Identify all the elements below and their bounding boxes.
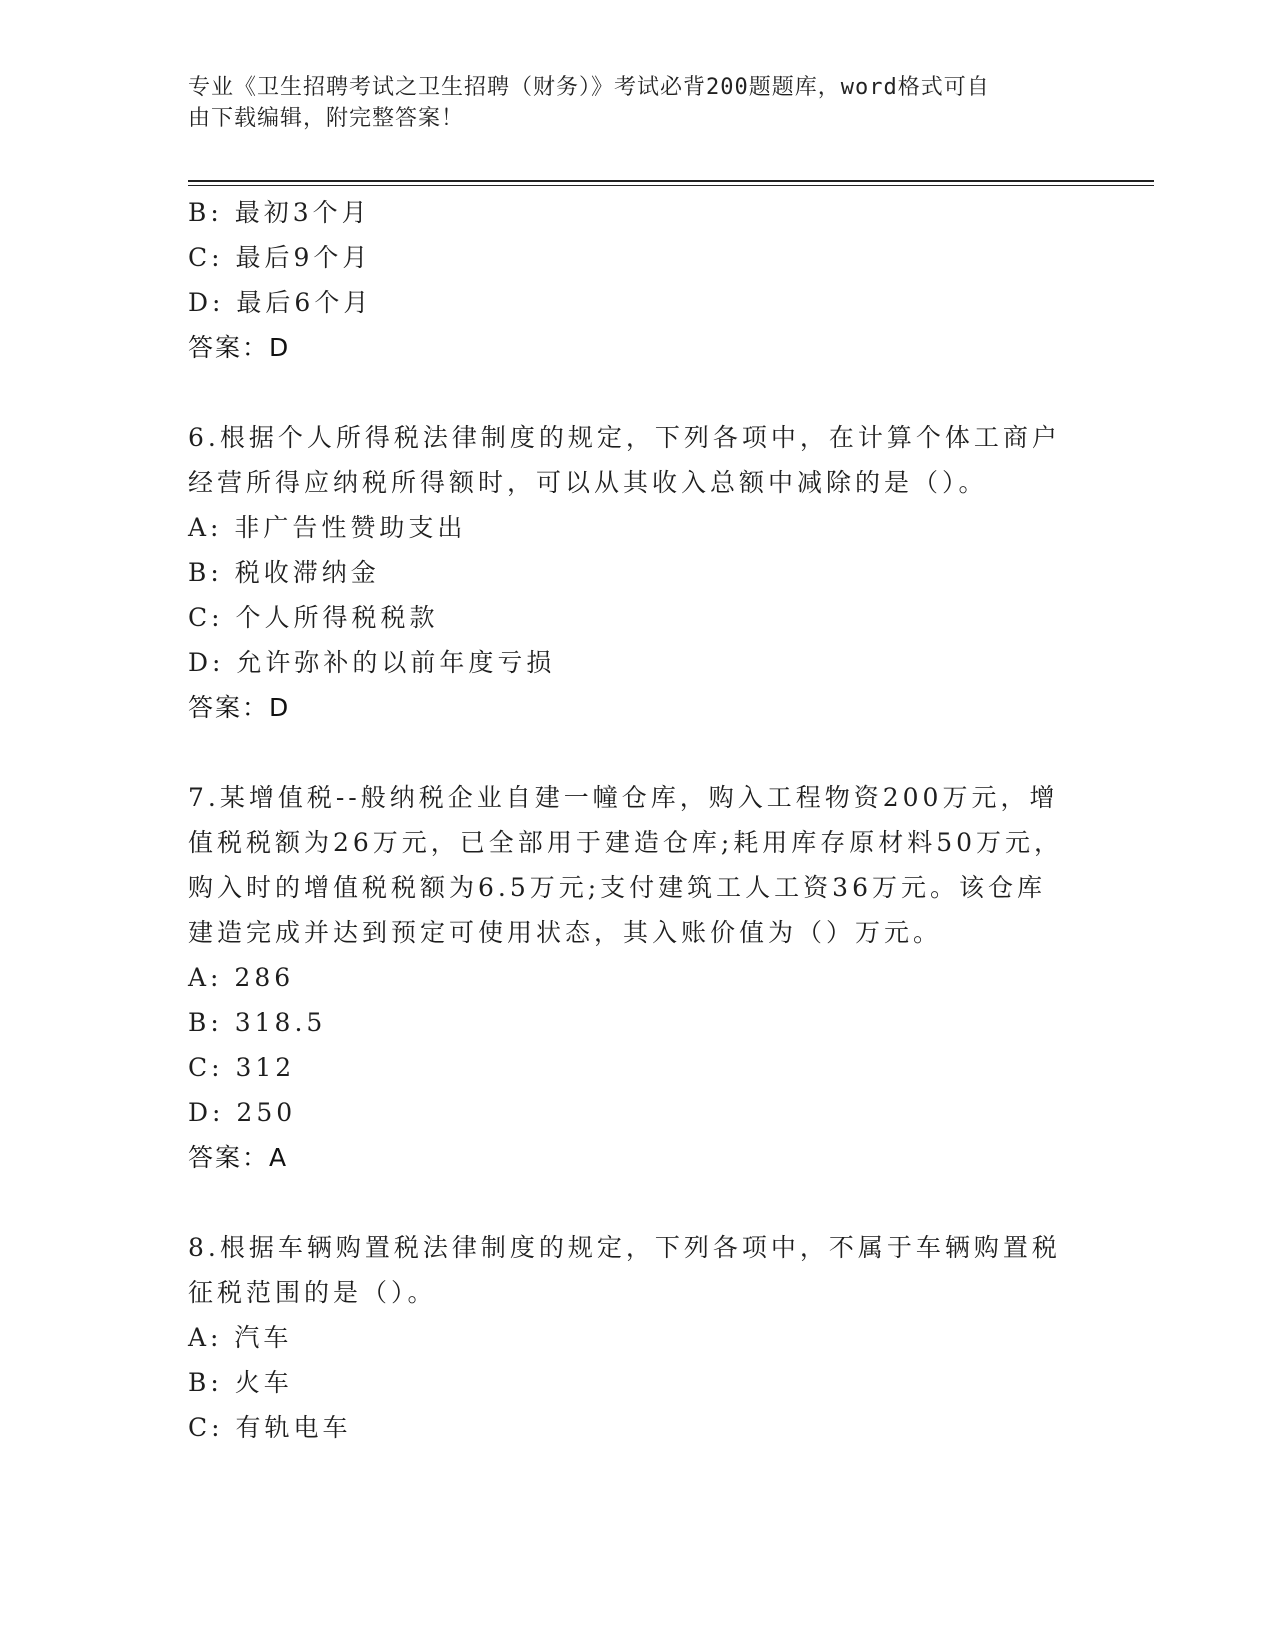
q7-answer: 答案：A — [188, 1143, 289, 1172]
question-8-block — [188, 1225, 1068, 1450]
q7-text-line-2: 值税税额为26万元，已全部用于建造仓库;耗用库存原材料50万元， — [188, 828, 1064, 857]
question-6-block — [188, 415, 1068, 730]
q6-answer: 答案：D — [188, 693, 291, 722]
q8-text-line-1: 8.根据车辆购置税法律制度的规定，下列各项中，不属于车辆购置税 — [188, 1233, 1061, 1262]
q7-text-line-4: 建造完成并达到预定可使用状态，其入账价值为（）万元。 — [188, 918, 943, 947]
q5-answer: 答案：D — [188, 333, 291, 362]
q6-option-a: A: 非广告性赞助支出 — [188, 513, 467, 542]
q8-option-a: A: 汽车 — [188, 1323, 293, 1352]
spacer — [188, 730, 1068, 775]
question-7-block — [188, 775, 1068, 1180]
q7-text-line-1: 7.某增值税--般纳税企业自建一幢仓库，购入工程物资200万元，增 — [188, 783, 1059, 812]
q6-option-b: B: 税收滞纳金 — [188, 558, 380, 587]
header-line-1: 专业《卫生招聘考试之卫生招聘（财务）》考试必背200题题库，word格式可自 — [188, 75, 990, 100]
q6-text-line-1: 6.根据个人所得税法律制度的规定，下列各项中，在计算个体工商户 — [188, 423, 1061, 452]
q8-option-c: C: 有轨电车 — [188, 1413, 352, 1442]
q8-text-line-2: 征税范围的是（）。 — [188, 1278, 437, 1307]
q5-option-d: D: 最后6个月 — [188, 288, 373, 317]
header-rule-thick — [188, 180, 1154, 182]
q7-option-b: B: 318.5 — [188, 1008, 327, 1037]
question-5-block — [188, 190, 1068, 370]
header-line-2: 由下载编辑，附完整答案！ — [188, 106, 465, 131]
q7-option-c: C: 312 — [188, 1053, 296, 1082]
q6-option-d: D: 允许弥补的以前年度亏损 — [188, 648, 556, 677]
q7-option-d: D: 250 — [188, 1098, 297, 1127]
spacer — [188, 370, 1068, 415]
page-header — [188, 72, 1068, 134]
q7-option-a: A: 286 — [188, 963, 295, 992]
q7-text-line-3: 购入时的增值税税额为6.5万元;支付建筑工人工资36万元。该仓库 — [188, 873, 1046, 902]
header-rule-thin — [188, 185, 1154, 186]
spacer — [188, 1180, 1068, 1225]
q5-option-b: B: 最初3个月 — [188, 198, 371, 227]
q5-option-c: C: 最后9个月 — [188, 243, 372, 272]
q6-text-line-2: 经营所得应纳税所得额时，可以从其收入总额中减除的是（）。 — [188, 468, 988, 497]
document-content — [188, 190, 1068, 1450]
q8-option-b: B: 火车 — [188, 1368, 293, 1397]
q6-option-c: C: 个人所得税税款 — [188, 603, 439, 632]
